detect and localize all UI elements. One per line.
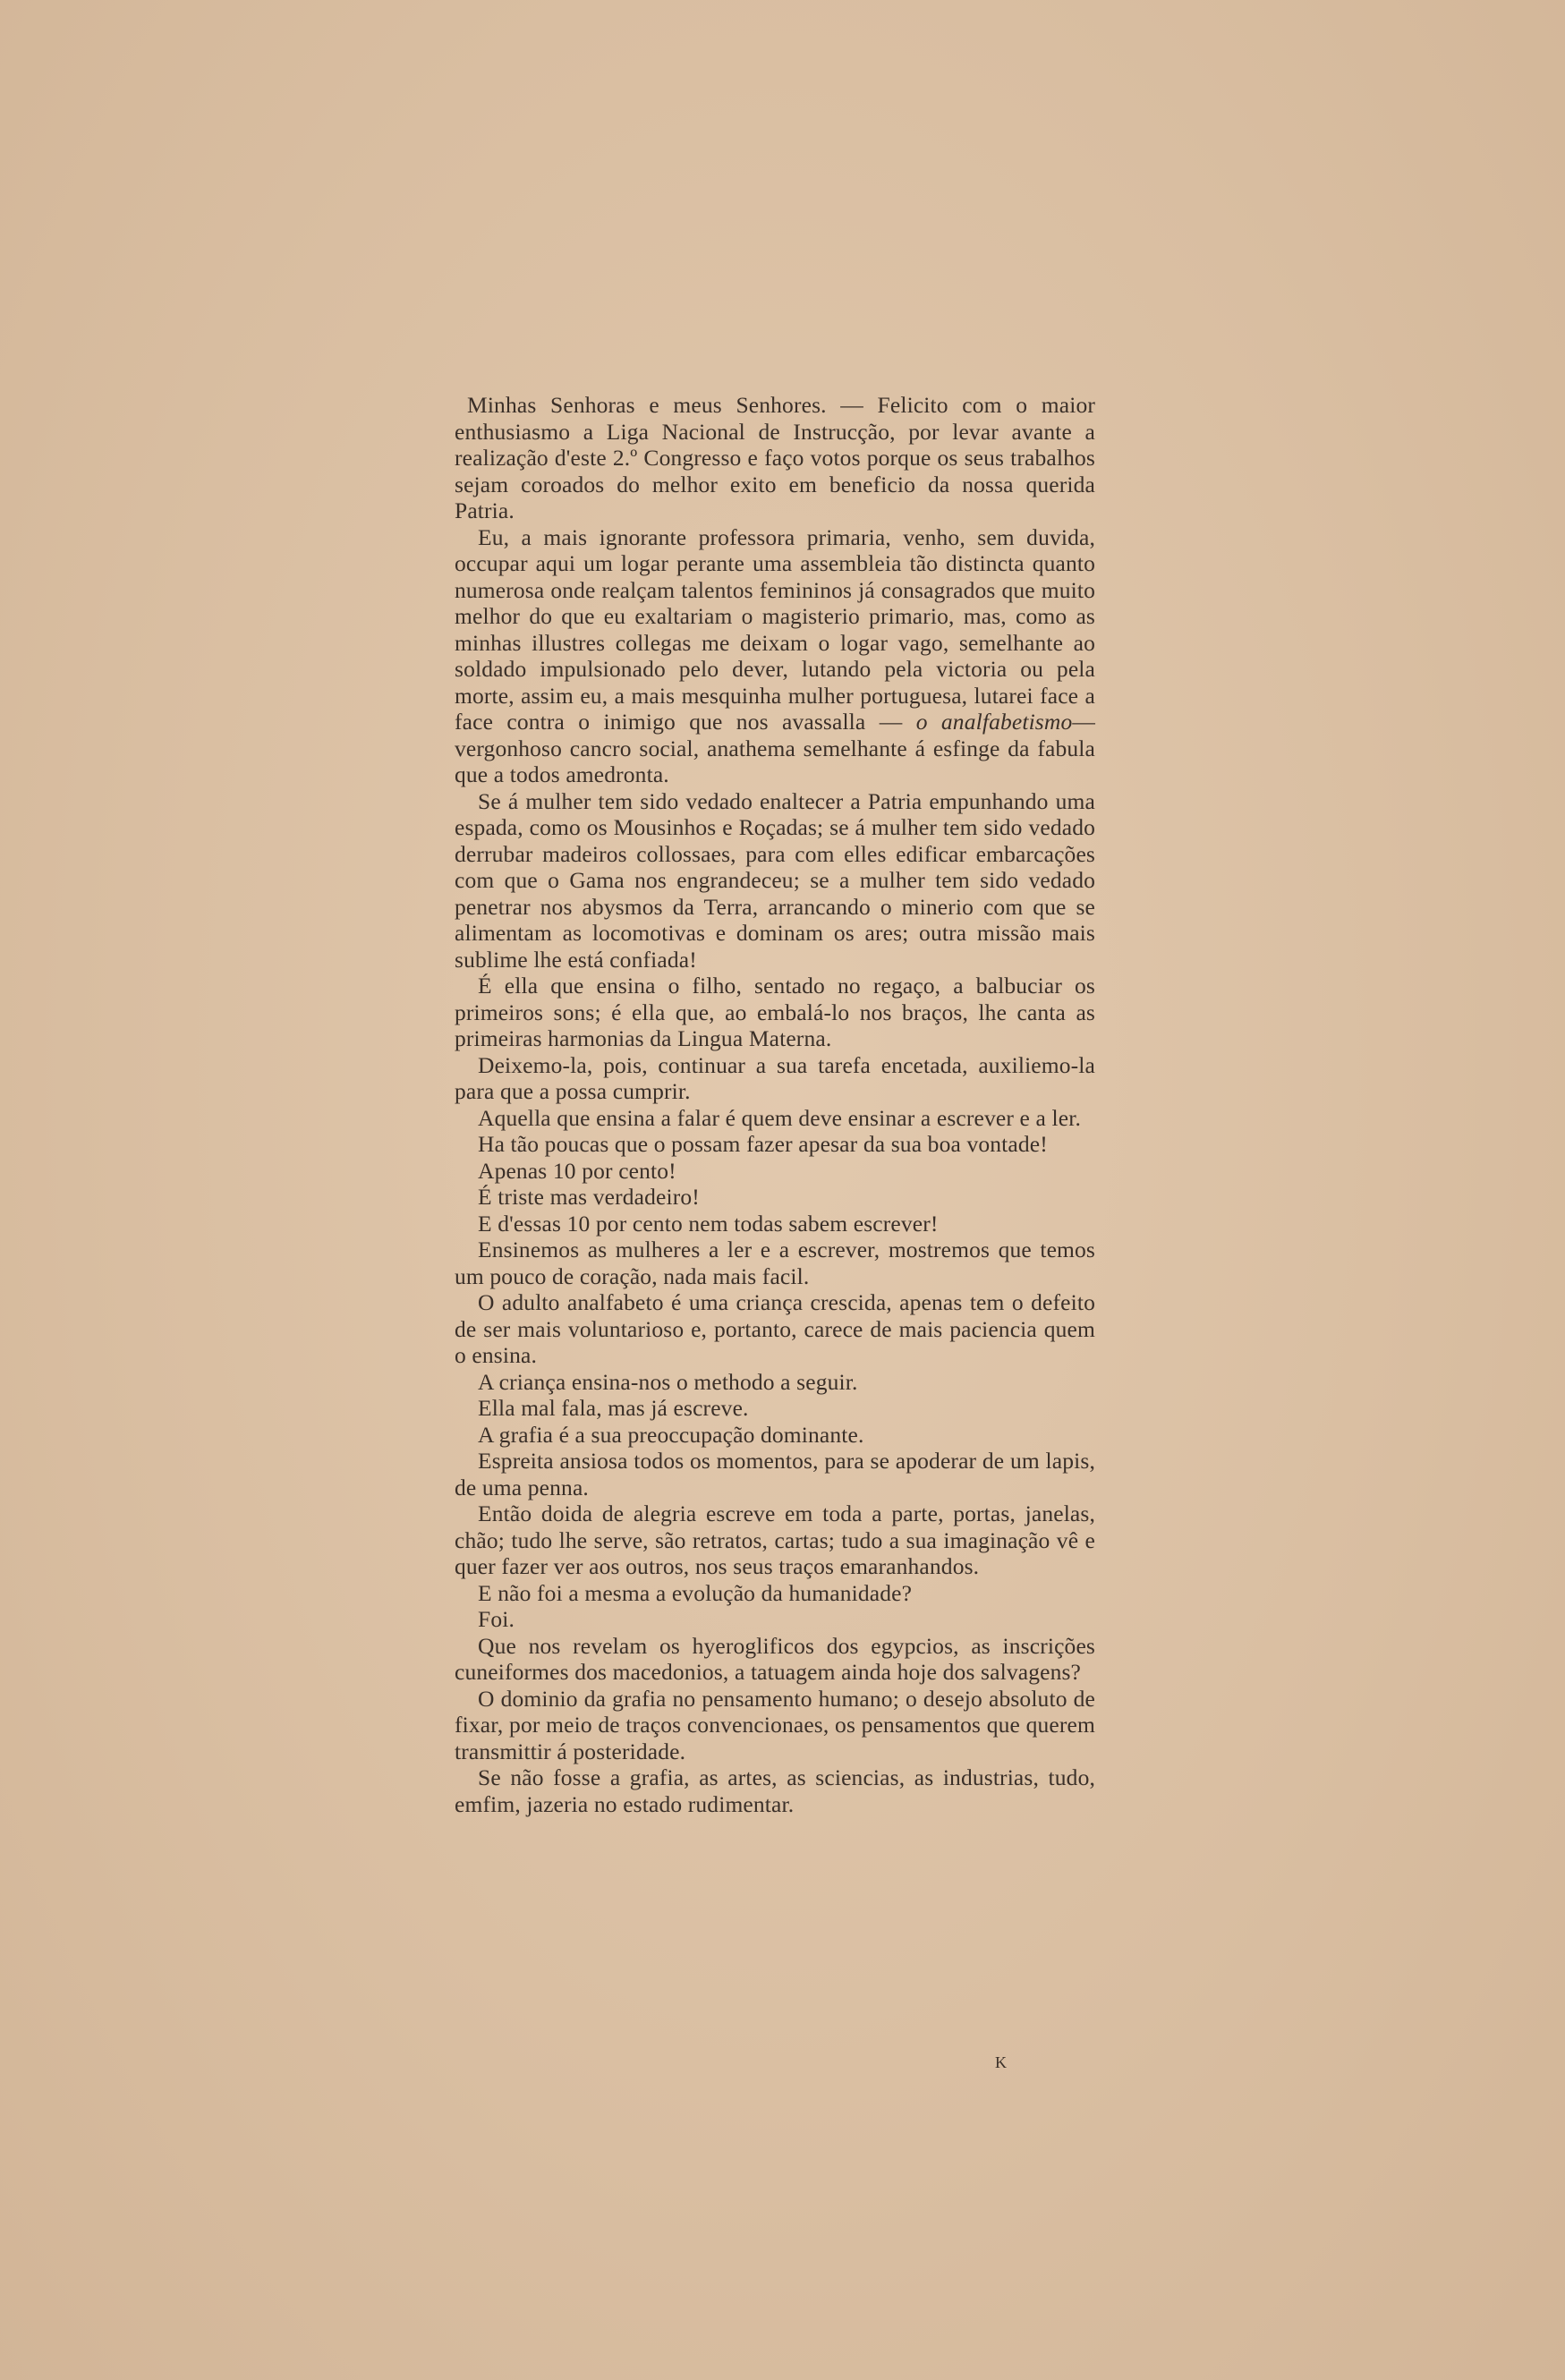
body-text bbox=[455, 392, 1095, 1817]
paragraph-lapis: Espreita ansiosa todos os momentos, para se apoderar de um lapis, de uma penna. bbox=[455, 1448, 1095, 1500]
paragraph-few: Ha tão poucas que o possam fazer apesar da sua boa vontade! bbox=[478, 1131, 1048, 1157]
paragraph-grafia: A grafia é a sua preoccupação dominante. bbox=[478, 1421, 864, 1448]
paragraph-hieroglyphs: Que nos revelam os hyeroglificos dos egypcios, as inscrições cuneiformes dos macedonios, a tatuagem ainda hoje dos salvagens? bbox=[455, 1632, 1095, 1685]
paragraph-greeting: Minhas Senhoras e meus Senhores. — Felicito com o maior enthusiasmo a Liga Nacional de Instrucção, por levar avante a realização d'este 2.º Congresso e faço votos porque os seus trabalhos sejam coroados do melhor exito em beneficio da nossa querida Patria. bbox=[455, 392, 1095, 523]
paragraph-introduction bbox=[455, 524, 1095, 788]
paragraph-introduction-tail: — vergonhoso cancro social, anathema semelhante á esfinge da fabula que a todos amedronta. bbox=[455, 709, 1096, 787]
paragraph-conclusion: Se não fosse a grafia, as artes, as sciencias, as industrias, tudo, emfim, jazeria no estado rudimentar. bbox=[455, 1764, 1095, 1817]
paragraph-writes: Ella mal fala, mas já escreve. bbox=[478, 1395, 749, 1421]
paragraph-evolution: E não foi a mesma a evolução da humanidade? bbox=[478, 1579, 913, 1606]
paragraph-percent: Apenas 10 por cento! bbox=[478, 1157, 676, 1184]
italic-analfabetismo: o analfabetismo bbox=[915, 709, 1073, 735]
paragraph-help: Deixemo-la, pois, continuar a sua tarefa encetada, auxiliemo-la para que a possa cumprir. bbox=[455, 1051, 1095, 1104]
paragraph-domain: O dominio da grafia no pensamento humano; o desejo absoluto de fixar, por meio de traços convencionaes, os pensamentos que querem transmittir á posteridade. bbox=[455, 1685, 1095, 1764]
paragraph-not-all: E d'essas 10 por cento nem todas sabem escrever! bbox=[478, 1210, 939, 1237]
paragraph-mission: Se á mulher tem sido vedado enaltecer a Patria empunhando uma espada, como os Mousinhos e Roçadas; se á mulher tem sido vedado derrubar madeiros collossaes, para com elles edificar embarcações com que o Gama nos engrandeceu; se a mulher tem sido vedado penetrar nos abysmos da Terra, arrancando o minerio com que se alimentam as locomotivas e dominam os ares; outra missão mais sublime lhe está confiada! bbox=[455, 787, 1095, 973]
paragraph-method: A criança ensina-nos o methodo a seguir. bbox=[478, 1368, 858, 1395]
paragraph-mother: É ella que ensina o filho, sentado no regaço, a balbuciar os primeiros sons; é ella que, ao embalá-lo nos braços, lhe canta as primeiras harmonias da Lingua Materna. bbox=[455, 973, 1095, 1051]
signature-mark: K bbox=[995, 2053, 1008, 2071]
paragraph-introduction-text: Eu, a mais ignorante professora primaria, venho, sem duvida, occupar aqui um logar perante uma assembleia tão distincta quanto numerosa onde realçam talentos femininos já consagrados que muito melhor do que eu exaltariam o magisterio primario, mas, como as minhas illustres collegas me deixam o logar vago, semelhante ao soldado impulsionado pelo dever, lutando pela victoria ou pela morte, assim eu, a mais mesquinha mulher portuguesa, lutarei face a face contra o inimigo que nos avassalla — bbox=[455, 523, 1095, 735]
paragraph-let-us-teach: Ensinemos as mulheres a ler e a escrever, mostremos que temos um pouco de coração, nada mais facil. bbox=[455, 1237, 1095, 1289]
paragraph-adult: O adulto analfabeto é uma criança crescida, apenas tem o defeito de ser mais voluntarioso e, portanto, carece de mais paciencia quem o ensina. bbox=[455, 1289, 1095, 1368]
paragraph-teach: Aquella que ensina a falar é quem deve ensinar a escrever e a ler. bbox=[478, 1104, 1081, 1131]
paragraph-sad: É triste mas verdadeiro! bbox=[478, 1184, 700, 1210]
paragraph-everywhere: Então doida de alegria escreve em toda a parte, portas, janelas, chão; tudo lhe serve, são retratos, cartas; tudo a sua imaginação vê e quer fazer ver aos outros, nos seus traços emaranhandos. bbox=[455, 1500, 1095, 1579]
paragraph-foi: Foi. bbox=[478, 1606, 515, 1632]
